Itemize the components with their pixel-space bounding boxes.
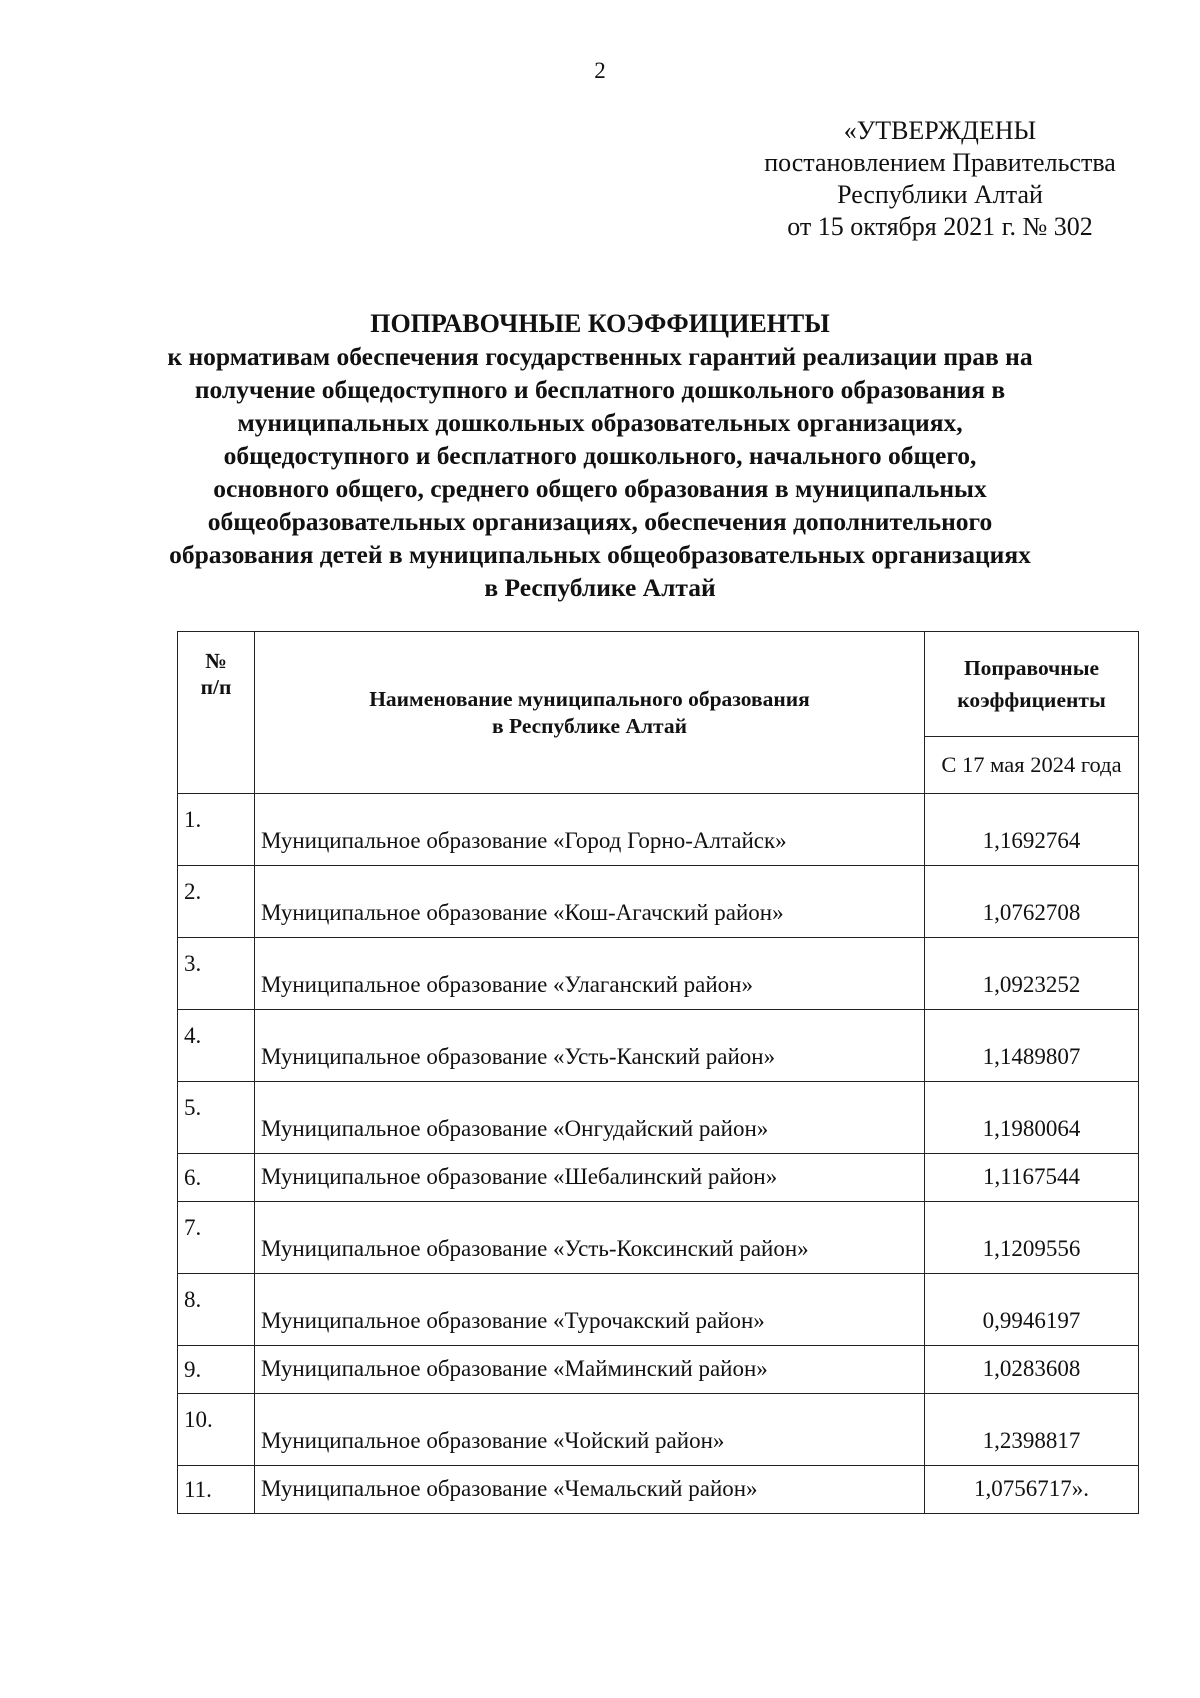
table-row — [178, 1082, 1139, 1154]
row-number: 3. — [178, 938, 255, 1010]
title-line: получение общедоступного и бесплатного дошкольного образования в — [194, 375, 1006, 404]
row-number: 2. — [178, 866, 255, 938]
header-coef-line-1: Поправочные — [963, 656, 1100, 680]
approval-line-2: постановлением Правительства — [764, 148, 1116, 177]
row-name: Муниципальное образование «Усть-Коксинский район» — [255, 1202, 925, 1274]
title-line: образования детей в муниципальных общеобразовательных организациях — [169, 540, 1031, 569]
row-name: Муниципальное образование «Кош-Агачский район» — [255, 866, 925, 938]
row-name: Муниципальное образование «Город Горно-Алтайск» — [255, 794, 925, 866]
header-number-sign: № — [205, 649, 227, 673]
row-value: 1,2398817 — [925, 1394, 1139, 1466]
title-line: к нормативам обеспечения государственных гарантий реализации прав на — [167, 342, 1033, 371]
header-name-line-2: в Республике Алтай — [491, 713, 688, 738]
title-main: ПОПРАВОЧНЫЕ КОЭФФИЦИЕНТЫ — [370, 309, 830, 338]
row-name: Муниципальное образование «Чойский район» — [255, 1394, 925, 1466]
row-value: 1,1167544 — [925, 1154, 1139, 1202]
document-title — [160, 307, 1040, 604]
approval-line-3: Республики Алтай — [837, 180, 1043, 209]
row-name: Муниципальное образование «Онгудайский район» — [255, 1082, 925, 1154]
table-row — [178, 1394, 1139, 1466]
approval-stamp — [740, 115, 1140, 243]
approval-line-1: «УТВЕРЖДЕНЫ — [843, 116, 1037, 145]
row-number: 7. — [178, 1202, 255, 1274]
row-name: Муниципальное образование «Шебалинский район» — [255, 1154, 925, 1202]
row-number: 5. — [178, 1082, 255, 1154]
header-number-abbr: п/п — [200, 675, 232, 699]
title-line: муниципальных дошкольных образовательных организациях, — [237, 408, 963, 437]
table-row — [178, 1202, 1139, 1274]
approval-line-4: от 15 октября 2021 г. № 302 — [787, 212, 1093, 241]
row-name: Муниципальное образование «Чемальский район» — [255, 1466, 925, 1514]
header-coefficients — [925, 632, 1139, 737]
row-number: 11. — [178, 1466, 255, 1514]
row-value: 1,0762708 — [925, 866, 1139, 938]
title-line: общедоступного и бесплатного дошкольного, начального общего, — [223, 441, 977, 470]
row-name: Муниципальное образование «Усть-Канский район» — [255, 1010, 925, 1082]
header-name — [255, 632, 925, 794]
header-date: С 17 мая 2024 года — [925, 737, 1139, 794]
table-row — [178, 1274, 1139, 1346]
table-row — [178, 1466, 1139, 1514]
header-name-line-1: Наименование муниципального образования — [369, 686, 810, 711]
row-value: 1,1489807 — [925, 1010, 1139, 1082]
row-number: 4. — [178, 1010, 255, 1082]
row-number: 1. — [178, 794, 255, 866]
row-value: 1,1692764 — [925, 794, 1139, 866]
row-name: Муниципальное образование «Майминский район» — [255, 1346, 925, 1394]
table-row — [178, 1010, 1139, 1082]
table-row — [178, 1154, 1139, 1202]
row-value: 1,1980064 — [925, 1082, 1139, 1154]
row-number: 10. — [178, 1394, 255, 1466]
row-value: 1,1209556 — [925, 1202, 1139, 1274]
page-number: 2 — [594, 58, 606, 83]
row-number: 9. — [178, 1346, 255, 1394]
row-name: Муниципальное образование «Турочакский район» — [255, 1274, 925, 1346]
table-row — [178, 938, 1139, 1010]
title-line: основного общего, среднего общего образования в муниципальных — [213, 474, 987, 503]
coefficients-table — [177, 631, 1139, 1514]
row-value: 1,0756717». — [925, 1466, 1139, 1514]
table-row — [178, 794, 1139, 866]
row-number: 8. — [178, 1274, 255, 1346]
row-value: 0,9946197 — [925, 1274, 1139, 1346]
row-name: Муниципальное образование «Улаганский район» — [255, 938, 925, 1010]
table-row — [178, 866, 1139, 938]
table-row — [178, 1346, 1139, 1394]
title-line: в Республике Алтай — [484, 573, 716, 602]
row-number: 6. — [178, 1154, 255, 1202]
row-value: 1,0283608 — [925, 1346, 1139, 1394]
title-line: общеобразовательных организациях, обеспечения дополнительного — [207, 507, 993, 536]
header-coef-line-2: коэффициенты — [957, 688, 1106, 712]
header-number — [178, 632, 255, 794]
row-value: 1,0923252 — [925, 938, 1139, 1010]
